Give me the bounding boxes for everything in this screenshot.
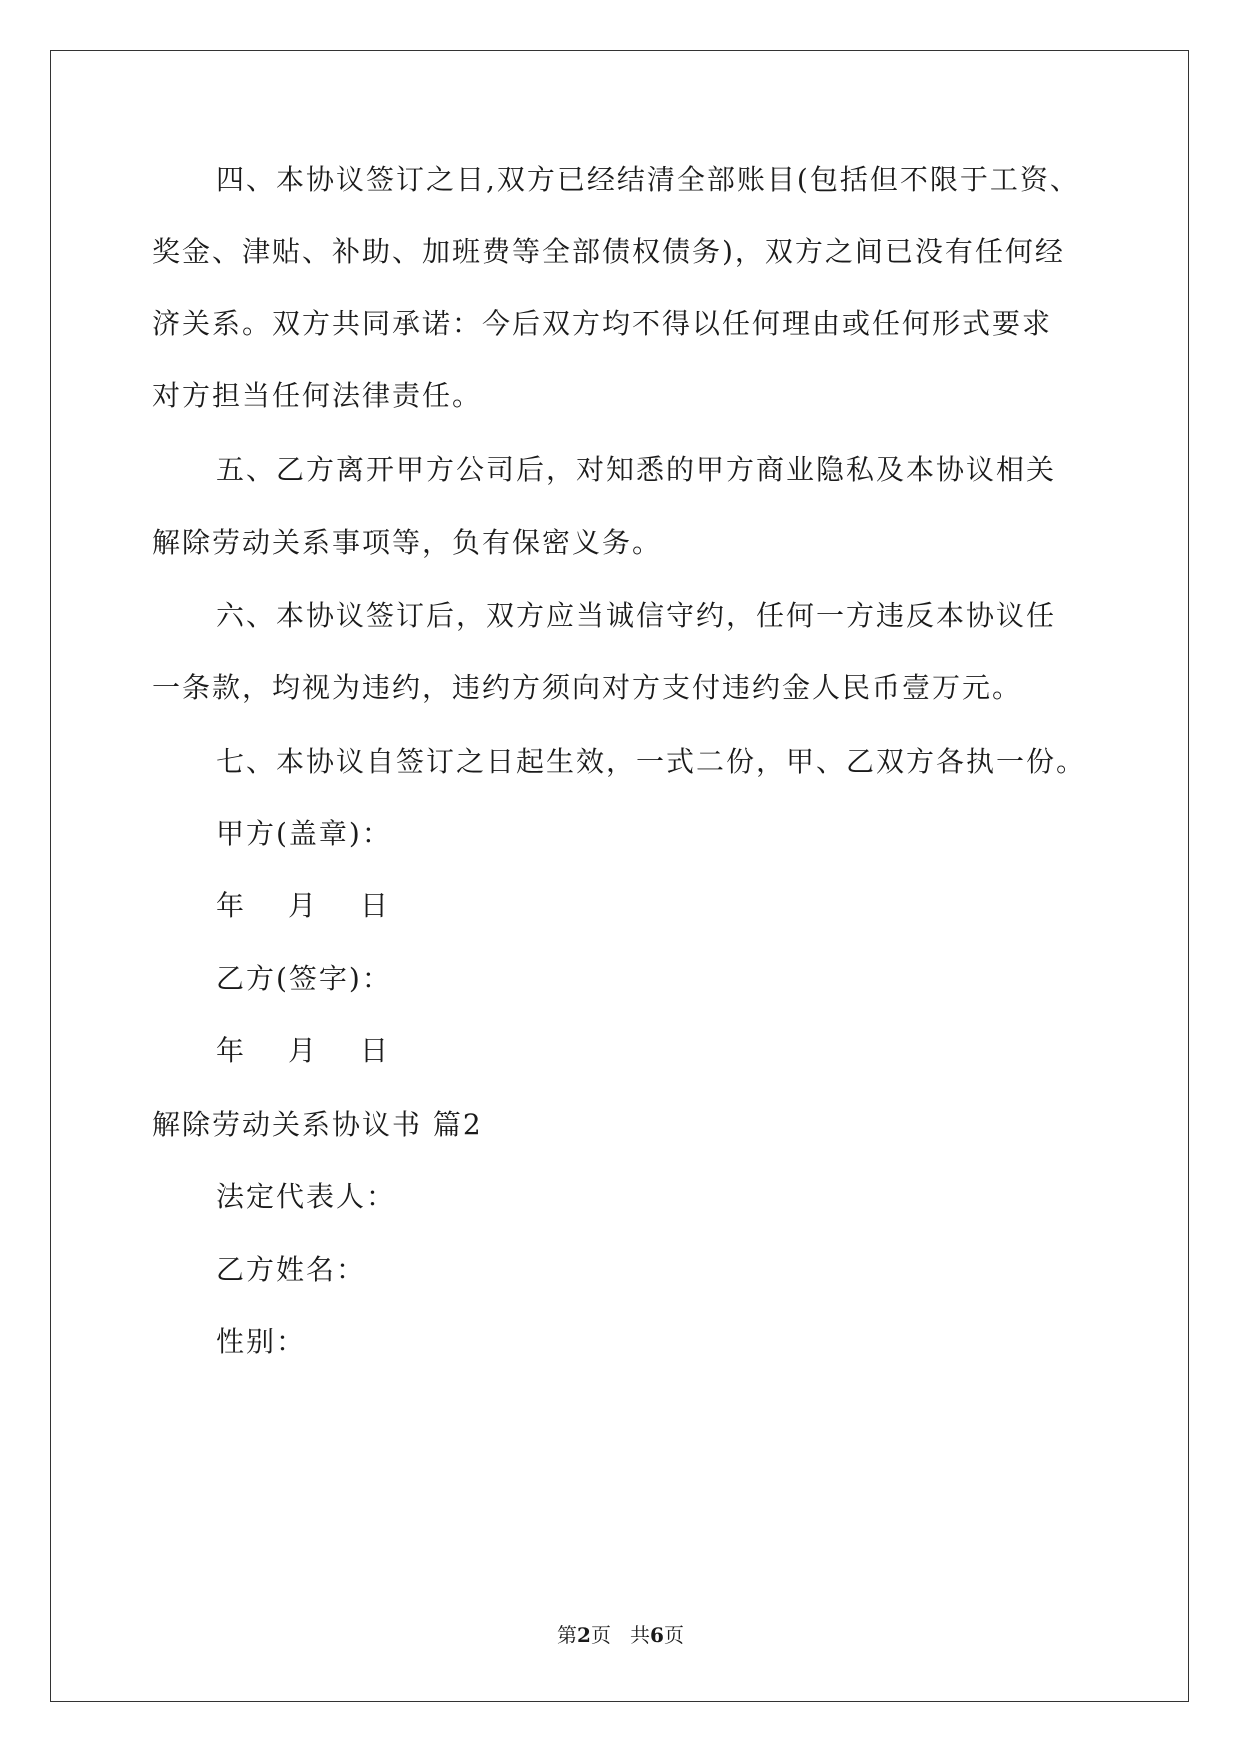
date-month-label: 月 bbox=[288, 889, 317, 922]
paragraph-5-line-2: 解除劳动关系事项等，负有保密义务。 bbox=[152, 526, 663, 559]
page-border bbox=[50, 50, 1189, 1702]
date-day-label: 日 bbox=[360, 1034, 389, 1067]
gender-label: 性别： bbox=[216, 1325, 307, 1358]
paragraph-7-line-1: 七、本协议自签订之日起生效，一式二份，甲、乙双方各执一份。 bbox=[216, 745, 1087, 778]
party-a-signature-label: 甲方(盖章)： bbox=[216, 817, 392, 850]
date-month-label: 月 bbox=[288, 1034, 317, 1067]
footer-total-suffix: 页 bbox=[663, 1623, 684, 1647]
footer-prefix: 第 bbox=[557, 1623, 578, 1647]
footer-page-suffix: 页 bbox=[590, 1623, 611, 1647]
party-b-signature-label: 乙方(签字)： bbox=[216, 962, 392, 995]
page-footer bbox=[0, 1623, 1241, 1647]
legal-representative-label: 法定代表人： bbox=[216, 1180, 397, 1213]
paragraph-6-line-1: 六、本协议签订后，双方应当诚信守约，任何一方违反本协议任 bbox=[216, 599, 1057, 632]
paragraph-4-line-4: 对方担当任何法律责任。 bbox=[152, 379, 483, 412]
date-day-label: 日 bbox=[360, 889, 389, 922]
paragraph-4-line-1: 四、本协议签订之日,双方已经结清全部账目(包括但不限于工资、 bbox=[216, 163, 1080, 196]
footer-total-pages: 6 bbox=[650, 1623, 664, 1647]
date-year-label: 年 bbox=[216, 1034, 245, 1067]
paragraph-5-line-1: 五、乙方离开甲方公司后，对知悉的甲方商业隐私及本协议相关 bbox=[216, 453, 1057, 486]
paragraph-4-line-3: 济关系。双方共同承诺：今后双方均不得以任何理由或任何形式要求 bbox=[152, 307, 1053, 340]
party-b-name-label: 乙方姓名： bbox=[216, 1253, 367, 1286]
section-2-title: 解除劳动关系协议书 篇2 bbox=[152, 1108, 483, 1141]
paragraph-6-line-2: 一条款，均视为违约，违约方须向对方支付违约金人民币壹万元。 bbox=[152, 671, 1023, 704]
footer-page-number: 2 bbox=[577, 1623, 591, 1647]
date-year-label: 年 bbox=[216, 889, 245, 922]
paragraph-4-line-2: 奖金、津贴、补助、加班费等全部债权债务)，双方之间已没有任何经 bbox=[152, 235, 1065, 268]
footer-total-prefix: 共 bbox=[630, 1623, 651, 1647]
